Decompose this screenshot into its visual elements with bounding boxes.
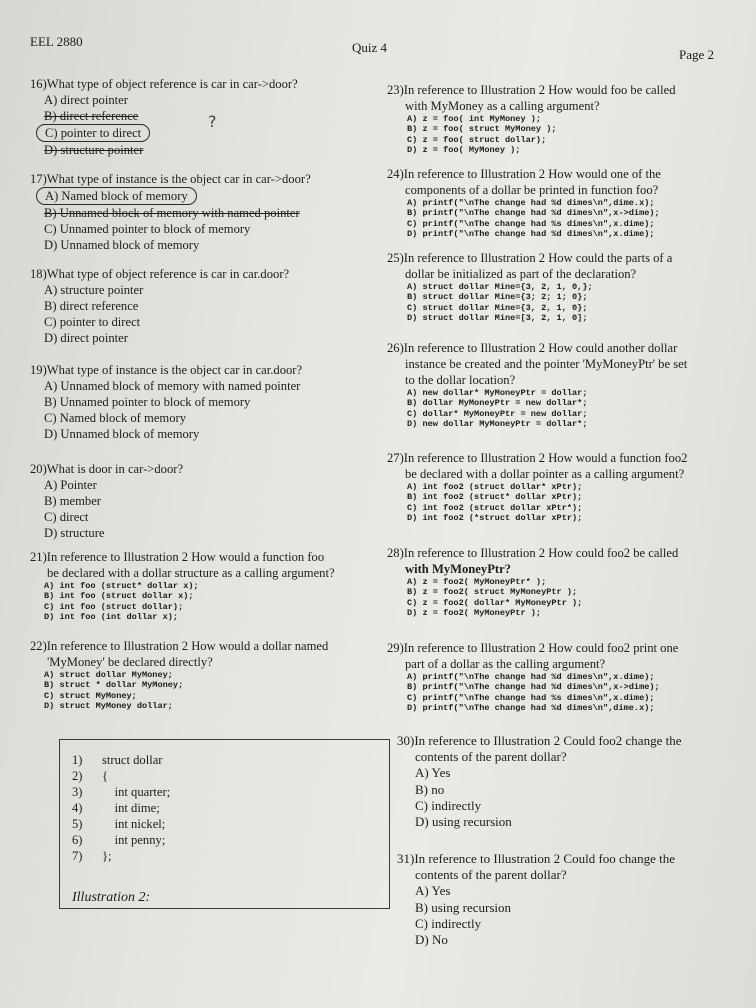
option-b: B) member (44, 494, 102, 508)
question-text: What type of instance is the object car in car.door? (46, 363, 303, 377)
code-option-a: A) printf("\nThe change had %d dimes\n",dime.x); (407, 198, 655, 208)
option-d: D) direct pointer (44, 331, 128, 345)
code-option-b: B) int foo (struct dollar x); (44, 591, 194, 602)
option-a: A) Yes (415, 883, 451, 899)
code-option-b: B) dollar MyMoneyPtr = new dollar*; (407, 398, 588, 409)
code-option-c: C) printf("\nThe change had %s dimes\n",x.dime); (407, 692, 655, 703)
option-a: A) Unnamed block of memory with named pointer (44, 379, 301, 393)
question-text: In reference to Illustration 2 How could another dollar (403, 341, 678, 355)
question-text-line-2: be declared with a dollar pointer as a calling argument? (405, 467, 685, 481)
option-c-circled: C) pointer to direct (36, 124, 150, 142)
question-28: 28)In reference to Illustration 2 How could foo2 be called with MyMoneyPtr? A) z = foo2( MyMoneyPtr* ); B) z = foo2( struct MyMoneyPtr ); C) z = foo2( dollar* MyMoneyPtr ); D) z = foo2( MyMoneyPtr ); (387, 546, 679, 619)
question-text-line-2: 'MyMoney' be declared directly? (47, 655, 213, 669)
question-text: In reference to Illustration 2 How would foo be called (403, 83, 676, 97)
question-31: 31)In reference to Illustration 2 Could foo change the contents of the parent dollar? A) Yes B) using recursion C) indirectly D) No (397, 851, 675, 948)
code-option-d: D) new dollar MyMoneyPtr = dollar*; (407, 419, 588, 430)
option-c: C) indirectly (415, 797, 482, 813)
question-text: What type of object reference is car in car->door? (46, 77, 298, 91)
code-option-d: D) int foo (int dollar x); (44, 612, 179, 623)
code-option-a: A) new dollar* MyMoneyPtr = dollar; (407, 388, 588, 398)
code-option-c: C) printf("\nThe change had %s dimes\n",x.dime); (407, 218, 655, 229)
code-option-c: C) int foo (struct dollar); (44, 601, 184, 612)
code-option-c: C) struct dollar Mine={3, 2, 1, 0}; (407, 302, 588, 313)
question-30: 30)In reference to Illustration 2 Could foo2 change the contents of the parent dollar? A) Yes B) no C) indirectly D) using recursion (397, 733, 682, 830)
option-a: A) Yes (415, 765, 451, 781)
quiz-title: Quiz 4 (352, 40, 388, 55)
code-option-d: D) printf("\nThe change had %d dimes\n",x.dime); (407, 229, 655, 240)
option-d: D) using recursion (415, 814, 512, 830)
option-d-struck: D) structure pointer (44, 143, 144, 157)
question-text-line-2: components of a dollar be printed in function foo? (405, 183, 659, 197)
question-21: 21)In reference to Illustration 2 How would a function foo be declared with a dollar structure as a calling argument? A) int foo (struct* dollar x); B) int foo (struct dollar x); C) int foo (struct dollar); D) int foo (int dollar x); (30, 550, 335, 623)
question-text: What is door in car->door? (46, 462, 184, 476)
code-option-c: C) z = foo2( dollar* MyMoneyPtr ); (407, 597, 583, 608)
code-option-a: A) int foo (struct* dollar x); (44, 581, 199, 591)
question-24: 24)In reference to Illustration 2 How would one of the components of a dollar be printed in function foo? A) printf("\nThe change had %d dimes\n",dime.x); B) printf("\nThe change had %d dimes\n",x->dime); C) printf("\nThe change had %s dimes\n",x.dime); D) printf("\nThe change had %d dimes\n",x.dime); (387, 167, 661, 240)
code-option-b: B) printf("\nThe change had %d dimes\n",x->dime); (407, 208, 660, 219)
code-option-b: B) struct * dollar MyMoney; (44, 680, 184, 691)
question-text: In reference to Illustration 2 Could foo2 change the (414, 733, 682, 748)
question-text: In reference to Illustration 2 How would one of the (403, 167, 661, 181)
page-number: Page 2 (679, 47, 715, 62)
option-b: B) direct reference (44, 299, 139, 313)
code-option-d: D) struct dollar Mine=[3, 2, 1, 0]; (407, 313, 588, 324)
option-d: D) Unnamed block of memory (44, 238, 200, 252)
question-text-line-2: instance be created and the pointer 'MyMoneyPtr' be set (405, 357, 688, 371)
option-a-circled: A) Named block of memory (36, 187, 197, 205)
question-text-line-2: with MyMoneyPtr? (405, 562, 511, 576)
question-text-line-2: with MyMoney as a calling argument? (405, 99, 600, 113)
question-text: In reference to Illustration 2 How could the parts of a (403, 251, 673, 265)
question-19: 19)What type of instance is the object car in car.door? A) Unnamed block of memory with named pointer B) Unnamed pointer to block of memory C) Named block of memory D) Unnamed block of memory (30, 363, 303, 441)
code-option-a: A) struct dollar MyMoney; (44, 670, 173, 680)
code-line: 6) int penny; (72, 833, 166, 847)
code-option-c: C) int foo2 (struct dollar xPtr*); (407, 502, 583, 513)
code-option-d: D) struct MyMoney dollar; (44, 701, 173, 712)
question-text: In reference to Illustration 2 Could foo change the (414, 851, 675, 866)
code-option-b: B) int foo2 (struct* dollar xPtr); (407, 492, 583, 503)
code-option-a: A) z = foo2( MyMoneyPtr* ); (407, 577, 547, 587)
code-option-c: C) z = foo( struct dollar); (407, 134, 547, 145)
code-line: 5) int nickel; (72, 817, 166, 831)
code-option-b: B) z = foo( struct MyMoney ); (407, 124, 557, 135)
option-c: C) Unnamed pointer to block of memory (44, 222, 251, 236)
code-option-b: B) printf("\nThe change had %d dimes\n",x->dime); (407, 682, 660, 693)
option-b: B) using recursion (415, 899, 512, 915)
question-16: 16)What type of object reference is car in car->door? A) direct pointer B) direct reference C) pointer to direct D) structure pointer (30, 77, 298, 157)
illustration-caption: Illustration 2: (72, 890, 151, 905)
question-text-line-2: contents of the parent dollar? (415, 867, 567, 883)
question-26: 26)In reference to Illustration 2 How could another dollar instance be created and the pointer 'MyMoneyPtr' be set to the dollar location? A) new dollar* MyMoneyPtr = dollar; B) dollar MyMoneyPtr = new dollar*; C) dollar* MyMoneyPtr = new dollar; D) new dollar MyMoneyPtr = dollar*; (387, 341, 688, 430)
code-line: 2) { (72, 769, 109, 783)
code-option-d: D) z = foo( MyMoney ); (407, 145, 521, 156)
question-text-line-2: be declared with a dollar structure as a calling argument? (47, 566, 335, 580)
question-25: 25)In reference to Illustration 2 How could the parts of a dollar be initialized as part of the declaration? A) struct dollar Mine={3, 2, 1, 0,}; B) struct dollar Mine={3; 2; 1; 0}; C) struct dollar Mine={3, 2, 1, 0}; D) struct dollar Mine=[3, 2, 1, 0]; (387, 251, 673, 324)
question-29: 29)In reference to Illustration 2 How could foo2 print one part of a dollar as the calling argument? A) printf("\nThe change had %d dimes\n",x.dime); B) printf("\nThe change had %d dimes\n",x->dime); C) printf("\nThe change had %s dimes\n",x.dime); D) printf("\nThe change had %d dimes\n",dime.x); (387, 641, 679, 714)
code-option-a: A) int foo2 (struct dollar* xPtr); (407, 482, 583, 492)
option-b-struck: B) Unnamed block of memory with named pointer (44, 206, 300, 220)
question-text-line-2: part of a dollar as the calling argument? (405, 657, 606, 671)
question-text-line-2: dollar be initialized as part of the declaration? (405, 267, 637, 281)
code-line: 3) int quarter; (72, 785, 171, 799)
option-c: C) pointer to direct (44, 315, 141, 329)
code-option-d: D) z = foo2( MyMoneyPtr ); (407, 608, 542, 619)
question-text-line-3: to the dollar location? (405, 373, 516, 387)
question-27: 27)In reference to Illustration 2 How would a function foo2 be declared with a dollar pointer as a calling argument? A) int foo2 (struct dollar* xPtr); B) int foo2 (struct* dollar xPtr); C) int foo2 (struct dollar xPtr*); D) int foo2 (*struct dollar xPtr); (387, 451, 688, 524)
option-b: B) no (415, 781, 445, 797)
code-option-d: D) printf("\nThe change had %d dimes\n",dime.x); (407, 703, 655, 714)
question-text-line-2: contents of the parent dollar? (415, 749, 567, 765)
code-option-c: C) struct MyMoney; (44, 690, 137, 701)
option-d: D) No (415, 932, 448, 948)
option-a: A) direct pointer (44, 93, 128, 107)
code-option-a: A) struct dollar Mine={3, 2, 1, 0,}; (407, 282, 593, 292)
code-option-b: B) struct dollar Mine={3; 2; 1; 0}; (407, 292, 588, 303)
option-b: B) Unnamed pointer to block of memory (44, 395, 251, 409)
question-text: In reference to Illustration 2 How could foo2 print one (403, 641, 679, 655)
question-23: 23)In reference to Illustration 2 How would foo be called with MyMoney as a calling argument? A) z = foo( int MyMoney ); B) z = foo( struct MyMoney ); C) z = foo( struct dollar); D) z = foo( MyMoney ); (387, 83, 676, 156)
option-c: C) direct (44, 510, 89, 524)
question-text: In reference to Illustration 2 How would a function foo (46, 550, 325, 564)
question-text: What type of instance is the object car in car->door? (46, 172, 311, 186)
code-line: 4) int dime; (72, 801, 160, 815)
question-22: 22)In reference to Illustration 2 How would a dollar named 'MyMoney' be declared directly? A) struct dollar MyMoney; B) struct * dollar MyMoney; C) struct MyMoney; D) struct MyMoney dollar; (30, 639, 329, 712)
question-text: In reference to Illustration 2 How would a function foo2 (403, 451, 688, 465)
question-18: 18)What type of object reference is car in car.door? A) structure pointer B) direct reference C) pointer to direct D) direct pointer (30, 267, 290, 345)
option-a: A) Pointer (44, 478, 97, 492)
illustration-2-box (59, 739, 390, 909)
code-option-c: C) dollar* MyMoneyPtr = new dollar; (407, 408, 588, 419)
code-option-d: D) int foo2 (*struct dollar xPtr); (407, 513, 583, 524)
option-b-struck: B) direct reference (44, 109, 139, 123)
option-c: C) indirectly (415, 915, 482, 931)
code-option-b: B) z = foo2( struct MyMoneyPtr ); (407, 587, 578, 598)
question-text: What type of object reference is car in car.door? (46, 267, 290, 281)
code-line: 1) struct dollar (72, 753, 163, 767)
question-20: 20)What is door in car->door? A) Pointer B) member C) direct D) structure (30, 462, 184, 540)
option-c: C) Named block of memory (44, 411, 186, 425)
code-option-a: A) printf("\nThe change had %d dimes\n",x.dime); (407, 672, 655, 682)
option-d: D) Unnamed block of memory (44, 427, 200, 441)
question-text: In reference to Illustration 2 How would a dollar named (46, 639, 329, 653)
question-17: 17)What type of instance is the object car in car->door? A) Named block of memory B) Unnamed block of memory with named pointer C) Unnamed pointer to block of memory D) Unnamed block of memory (30, 172, 311, 252)
code-line: 7) }; (72, 849, 112, 863)
handwritten-question-mark: ? (208, 112, 217, 131)
course-code: EEL 2880 (30, 34, 83, 49)
option-a: A) structure pointer (44, 283, 144, 297)
code-option-a: A) z = foo( int MyMoney ); (407, 114, 542, 124)
option-d: D) structure (44, 526, 105, 540)
question-text: In reference to Illustration 2 How could foo2 be called (403, 546, 679, 560)
